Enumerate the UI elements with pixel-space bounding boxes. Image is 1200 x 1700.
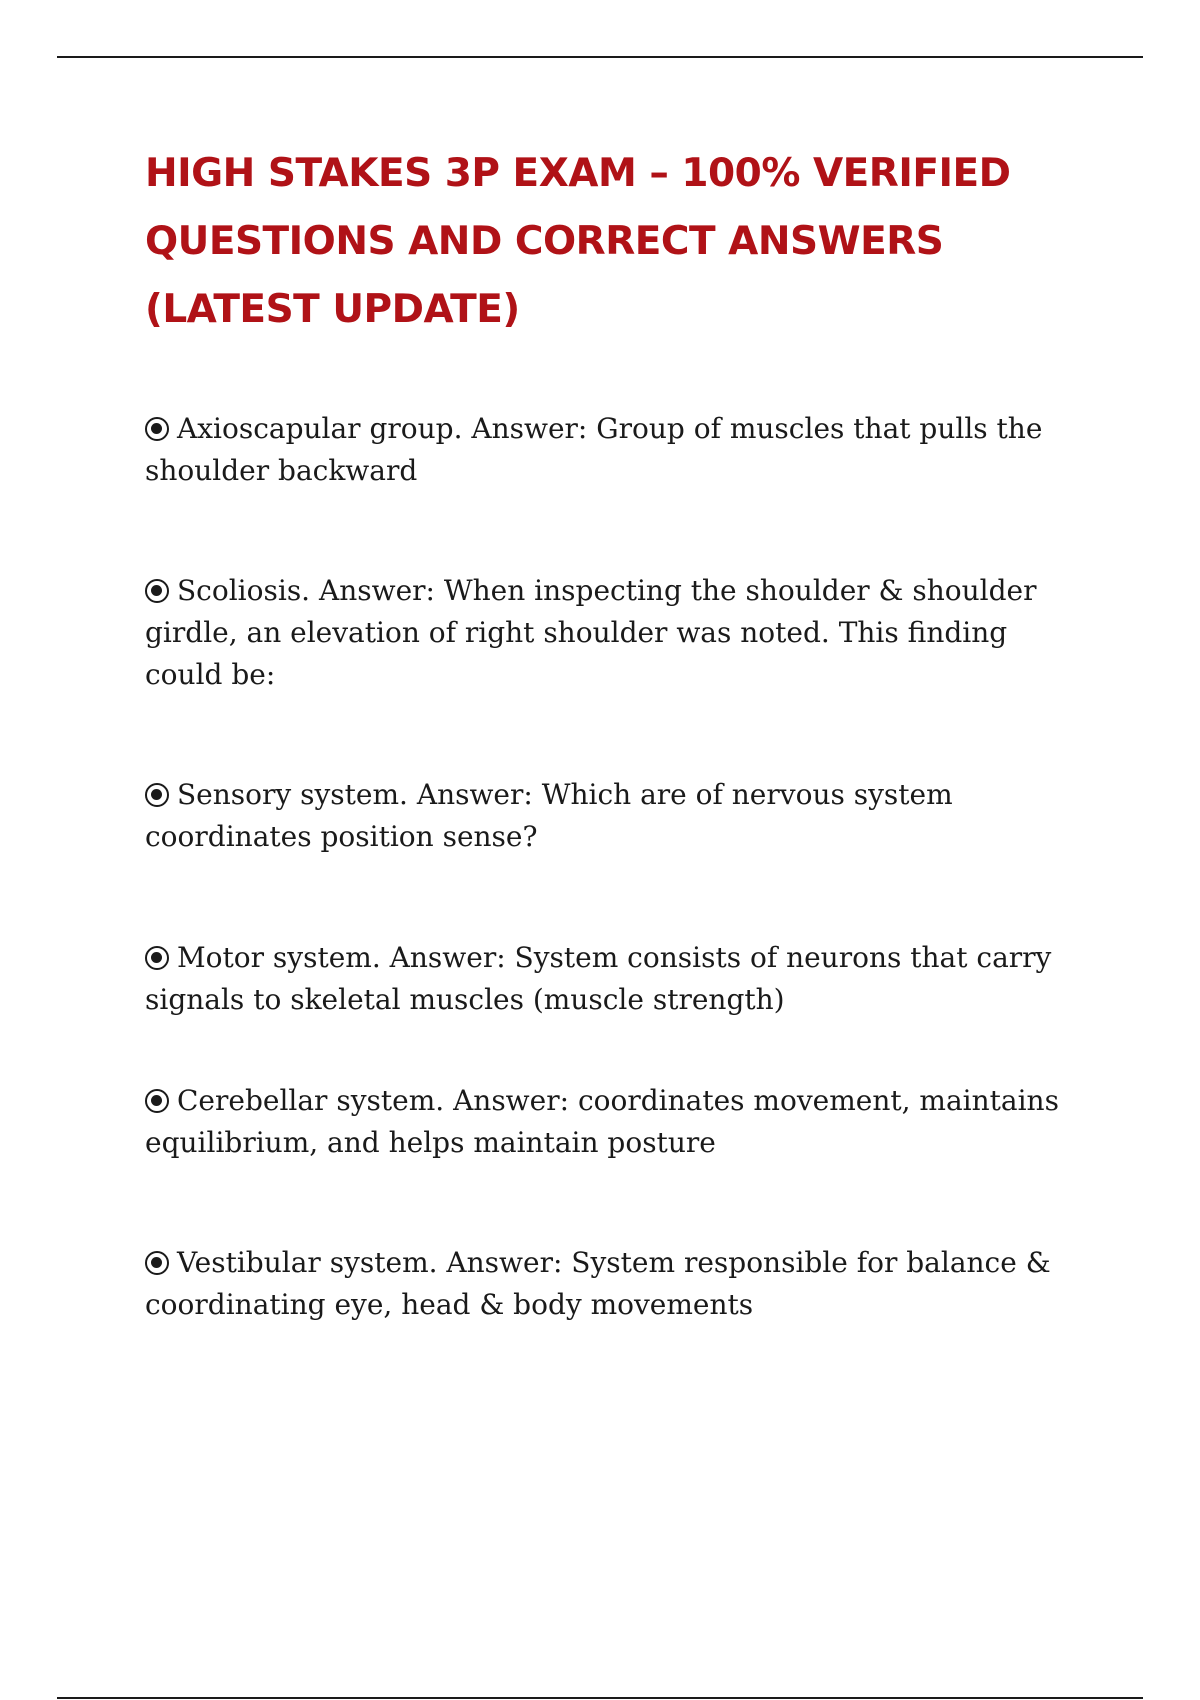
qa-text: Scoliosis. Answer: When inspecting the shoulder & shoulder girdle, an elevation of right shoulder was noted. This finding could be: — [145, 574, 1037, 691]
radio-bullet-icon — [145, 946, 169, 970]
qa-text: Axioscapular group. Answer: Group of muscles that pulls the shoulder backward — [145, 412, 1043, 487]
document-title: HIGH STAKES 3P EXAM – 100% VERIFIED QUESTIONS AND CORRECT ANSWERS (LATEST UPDATE) — [145, 151, 1011, 332]
header-rule — [57, 56, 1143, 58]
qa-item-motor-system — [145, 937, 1075, 1021]
qa-text: Motor system. Answer: System consists of neurons that carry signals to skeletal muscles (muscle strength) — [145, 941, 1052, 1016]
radio-bullet-icon — [145, 417, 169, 441]
qa-item-axioscapular — [145, 408, 1075, 492]
qa-text: Sensory system. Answer: Which are of nervous system coordinates position sense? — [145, 778, 953, 853]
qa-item-vestibular-system — [145, 1242, 1075, 1326]
qa-item-sensory-system — [145, 774, 1075, 858]
qa-item-cerebellar-system — [145, 1080, 1075, 1164]
qa-text: Cerebellar system. Answer: coordinates movement, maintains equilibrium, and helps maintain posture — [145, 1084, 1059, 1159]
qa-text: Vestibular system. Answer: System responsible for balance & coordinating eye, head & body movements — [145, 1246, 1051, 1321]
footer-rule — [57, 1697, 1143, 1699]
radio-bullet-icon — [145, 1251, 169, 1275]
radio-bullet-icon — [145, 783, 169, 807]
radio-bullet-icon — [145, 1089, 169, 1113]
radio-bullet-icon — [145, 579, 169, 603]
qa-item-scoliosis — [145, 570, 1075, 696]
